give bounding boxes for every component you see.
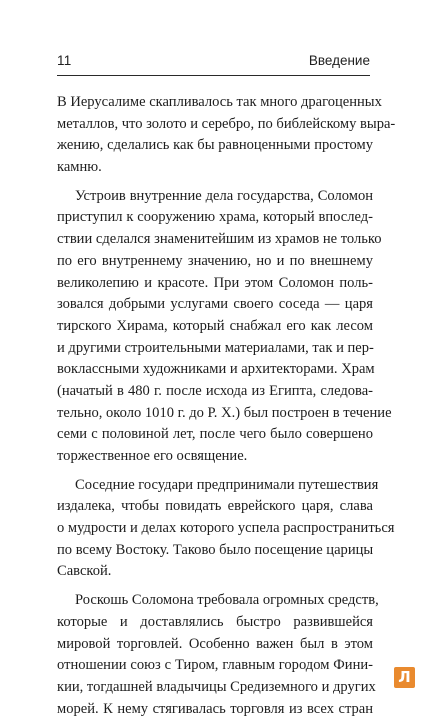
text-line: камню.	[57, 159, 102, 176]
text-line: тирского Хирама, который снабжал его как лесом	[57, 317, 373, 334]
text-line: семи с половиной лет, после чего было совершено	[57, 426, 373, 443]
text-line: Роскошь Соломона требовала огромных средств,	[75, 592, 379, 609]
page-number: 11	[57, 53, 72, 68]
text-line: по его внутреннему значению, но и по внешнему	[57, 252, 373, 269]
text-line: о мудрости и делах которого успела распространиться	[57, 520, 395, 537]
text-line: кии, тогдашней владычицы Средиземного и других	[57, 678, 376, 695]
text-line: приступил к сооружению храма, который впослед-	[57, 209, 373, 226]
text-line: отношении союз с Тиром, главным городом Фини-	[57, 657, 373, 674]
litres-logo-icon	[394, 667, 415, 688]
text-line: Савской.	[57, 563, 112, 580]
running-header	[57, 53, 370, 71]
text-line: издалека, чтобы повидать еврейского царя, слава	[57, 498, 373, 515]
text-line: и другими строительными материалами, так и пер-	[57, 339, 374, 356]
text-line: ствии сделался знаменитейшим из храмов не только	[57, 231, 382, 248]
paragraph	[57, 475, 395, 583]
text-line: Устроив внутренние дела государства, Соломон	[75, 187, 373, 204]
text-line: металлов, что золото и серебро, по библейскому выра-	[57, 115, 396, 132]
text-line: мировой торговлей. Особенно важен был в этом	[57, 635, 373, 652]
text-line: воклассными художниками и архитекторами. Храм	[57, 361, 375, 378]
section-title: Введение	[308, 53, 370, 68]
text-line: зовался добрыми услугами своего соседа — царя	[57, 296, 373, 313]
body-text	[57, 92, 396, 727]
text-line: морей. К нему стягивалась торговля из всех стран	[57, 700, 373, 717]
text-line: торжественное его освящение.	[57, 448, 248, 464]
logo-letter: Л	[398, 668, 411, 686]
text-line: В Иерусалиме скапливалось так много драгоценных	[57, 94, 382, 110]
header-rule	[57, 75, 370, 76]
text-line: (начатый в 480 г. после исхода из Египта, следова-	[57, 382, 373, 399]
text-line: великолепию и красоте. При этом Соломон поль-	[57, 274, 373, 291]
text-line: Соседние государи предпринимали путешествия	[75, 476, 379, 493]
text-line: жению, сделались как бы равноценными простому	[57, 137, 373, 154]
paragraph	[57, 92, 396, 179]
text-line: по всему Востоку. Таково было посещение царицы	[57, 541, 374, 558]
text-line: тельно, около 1010 г. до Р. Х.) был построен в течение	[57, 404, 392, 421]
paragraph	[57, 186, 392, 468]
text-line: которые и доставлялись быстро развившейся	[57, 613, 373, 630]
paragraph	[57, 590, 379, 720]
